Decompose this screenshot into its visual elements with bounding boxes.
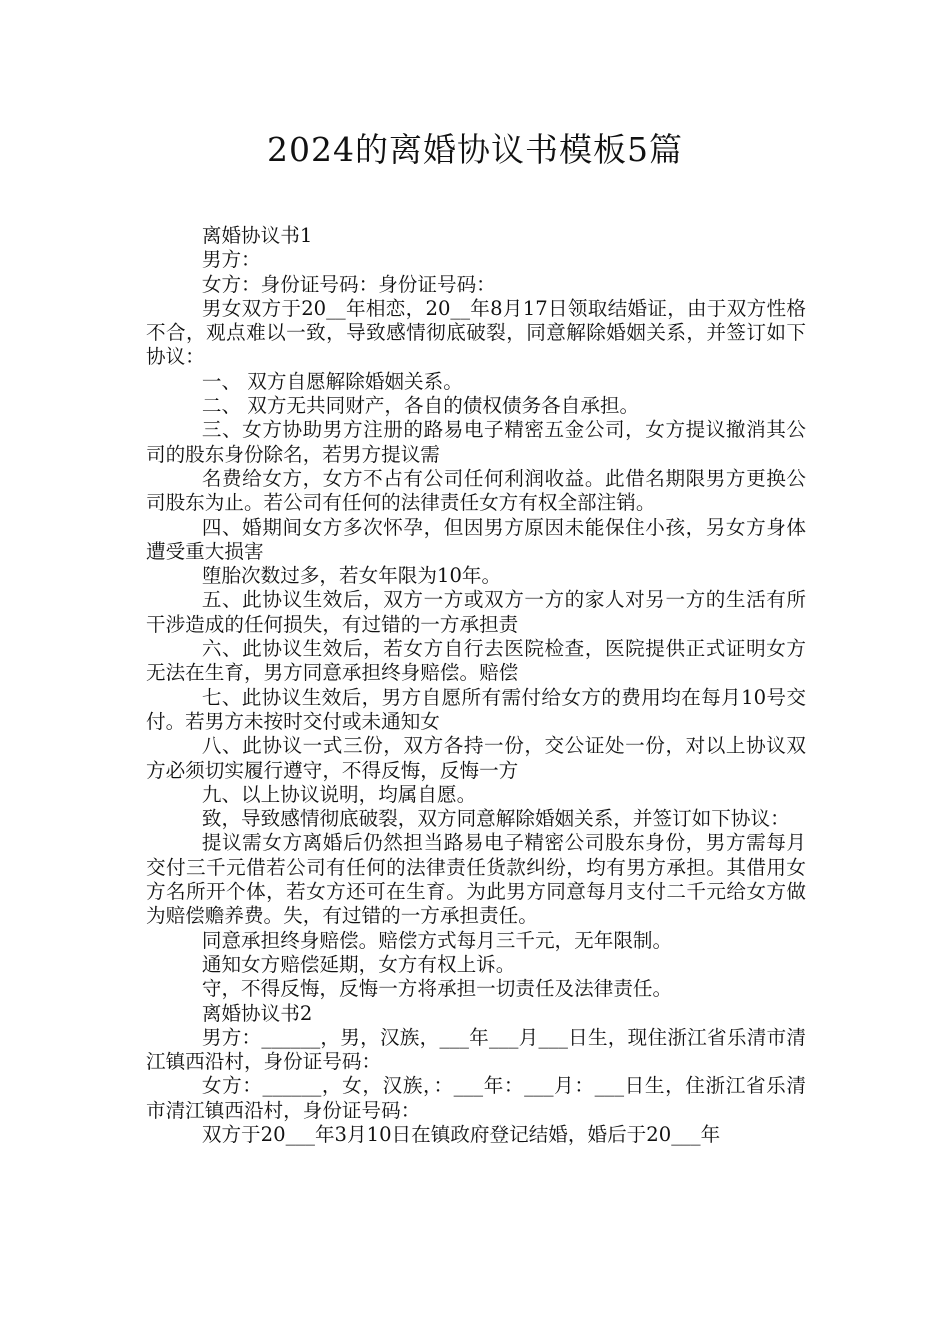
paragraph: 男女双方于20__年相恋，20__年8月17日领取结婚证，由于双方性格不合，观点难以一致，导致感情彻底破裂，同意解除婚姻关系，并签订如下协议： bbox=[146, 296, 806, 369]
paragraph: 堕胎次数过多，若女年限为10年。 bbox=[201, 564, 502, 588]
paragraph: 五、此协议生效后，双方一方或双方一方的家人对另一方的生活有所干涉造成的任何损失，有过错的一方承担责 bbox=[146, 588, 806, 636]
paragraph: 提议需女方离婚后仍然担当路易电子精密公司股东身份，男方需每月交付三千元借若公司有任何的法律责任货款纠纷，均有男方承担。其借用女方名所开个体，若女方还可在生育。为此男方同意每月支付二千元给女方做为赔偿赡养费。失，有过错的一方承担责任。 bbox=[146, 831, 806, 928]
paragraph: 通知女方赔偿延期，女方有权上诉。 bbox=[201, 952, 516, 976]
paragraph: 男方：______，男，汉族，___年___月___日生，现住浙江省乐清市清江镇西沿村，身份证号码： bbox=[146, 1025, 806, 1074]
paragraph: 双方于20___年3月10日在镇政府登记结婚，婚后于20___年 bbox=[201, 1122, 721, 1146]
document-body bbox=[146, 224, 806, 1147]
paragraph: 守，不得反悔，反悔一方将承担一切责任及法律责任。 bbox=[201, 977, 673, 1001]
paragraph: 致，导致感情彻底破裂，双方同意解除婚姻关系，并签订如下协议： bbox=[201, 807, 790, 831]
paragraph: 女方：身份证号码：身份证号码： bbox=[201, 272, 496, 296]
paragraph: 男方： bbox=[201, 248, 261, 272]
paragraph: 九、以上协议说明，均属自愿。 bbox=[201, 782, 477, 806]
paragraph: 七、此协议生效后，男方自愿所有需付给女方的费用均在每月10号交付。若男方未按时交付或未通知女 bbox=[146, 685, 806, 733]
paragraph: 四、婚期间女方多次怀孕，但因男方原因未能保住小孩，另女方身体遭受重大损害 bbox=[146, 515, 806, 563]
paragraph: 女方：______，女，汉族，：___年：___月：___日生，住浙江省乐清市清江镇西沿村，身份证号码： bbox=[146, 1074, 806, 1122]
paragraph: 离婚协议书2 bbox=[201, 1001, 313, 1025]
paragraph: 六、此协议生效后，若女方自行去医院检查，医院提供正式证明女方无法在生育，男方同意承担终身赔偿。赔偿 bbox=[146, 637, 806, 685]
document-title: 2024的离婚协议书模板5篇 bbox=[267, 130, 683, 169]
paragraph: 二、 双方无共同财产，各自的债权债务各自承担。 bbox=[201, 394, 640, 418]
paragraph: 离婚协议书1 bbox=[201, 224, 313, 247]
paragraph: 一、 双方自愿解除婚姻关系。 bbox=[201, 369, 463, 393]
paragraph: 名费给女方，女方不占有公司任何利润收益。此借名期限男方更换公司股东为止。若公司有任何的法律责任女方有权全部注销。 bbox=[146, 466, 806, 515]
paragraph: 八、此协议一式三份，双方各持一份，交公证处一份，对以上协议双方必须切实履行遵守，不得反悔，反悔一方 bbox=[146, 734, 806, 782]
paragraph: 同意承担终身赔偿。赔偿方式每月三千元，无年限制。 bbox=[201, 928, 673, 952]
paragraph: 三、女方协助男方注册的路易电子精密五金公司，女方提议撤消其公司的股东身份除名，若男方提议需 bbox=[146, 418, 806, 466]
